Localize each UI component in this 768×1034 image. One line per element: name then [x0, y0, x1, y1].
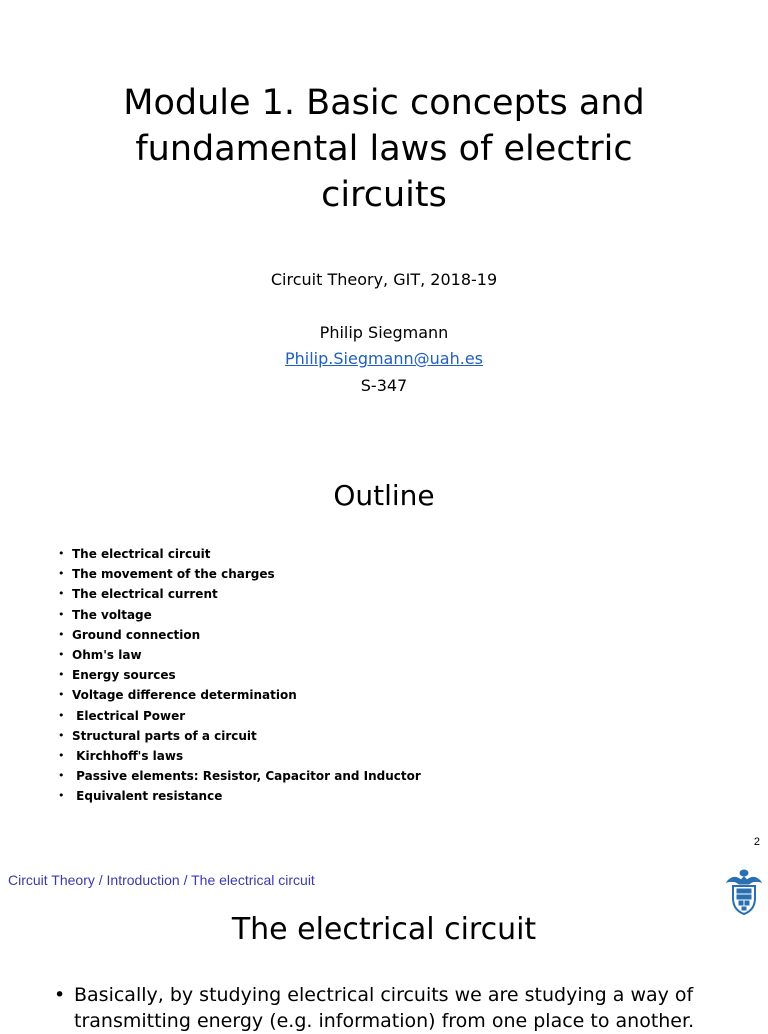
- outline-item-label: Structural parts of a circuit: [72, 728, 257, 743]
- course-info: Circuit Theory, GIT, 2018-19: [270, 270, 498, 289]
- outline-item-label: The electrical circuit: [72, 547, 211, 561]
- outline-item: [58, 706, 421, 726]
- outline-item-label: Passive elements: Resistor, Capacitor and Inductor: [72, 769, 421, 784]
- bullet-marker: •: [58, 789, 65, 803]
- outline-item-label: Energy sources: [72, 668, 176, 683]
- outline-item: [58, 786, 421, 806]
- outline-item-label: The electrical current: [72, 587, 218, 602]
- outline-item: [58, 564, 421, 584]
- outline-item-label: Kirchhoff's laws: [72, 748, 184, 763]
- module-title: [0, 80, 768, 218]
- outline-item-label: Voltage difference determination: [72, 688, 297, 703]
- author-email-link[interactable]: Philip.Siegmann@uah.es: [285, 349, 483, 368]
- outline-item-label: Electrical Power: [72, 708, 186, 723]
- outline-list: [58, 544, 421, 806]
- page-number: 2: [753, 836, 760, 848]
- module-title-line-3: circuits: [321, 175, 447, 215]
- outline-item-label: The voltage: [72, 607, 152, 622]
- outline-item: [58, 584, 421, 604]
- outline-item-label: Equivalent resistance: [72, 789, 223, 804]
- body-text-line-1: Basically, by studying electrical circuits we are studying a way of: [74, 984, 694, 1006]
- bullet-marker: •: [58, 567, 65, 581]
- office-room: S-347: [360, 376, 408, 395]
- outline-item: [58, 665, 421, 685]
- slide-title: The electrical circuit: [231, 912, 537, 947]
- outline-item-label: The movement of the charges: [72, 567, 275, 582]
- author-name: Philip Siegmann: [319, 323, 449, 342]
- breadcrumb: Circuit Theory / Introduction / The electrical circuit: [8, 872, 315, 888]
- bullet-marker: •: [58, 769, 65, 783]
- bullet-marker: •: [58, 547, 65, 560]
- bullet-marker: •: [58, 627, 65, 641]
- title-slide: [0, 0, 768, 440]
- bullet-marker: •: [58, 587, 65, 601]
- outline-item: [58, 726, 421, 746]
- electrical-circuit-slide: [0, 860, 768, 1032]
- outline-item-label: Ground connection: [72, 627, 201, 642]
- bullet-marker: •: [54, 984, 66, 1006]
- outline-title: Outline: [333, 479, 435, 512]
- module-title-line-2: fundamental laws of electric: [135, 129, 633, 169]
- outline-item: [58, 605, 421, 625]
- bullet-marker: •: [58, 748, 65, 762]
- body-bullet: [54, 982, 738, 1034]
- outline-item: [58, 625, 421, 645]
- outline-item: [58, 645, 421, 665]
- bullet-marker: •: [58, 668, 65, 682]
- bullet-marker: •: [58, 607, 65, 621]
- bullet-marker: •: [58, 688, 65, 702]
- outline-slide: [0, 440, 768, 860]
- module-title-line-1: Module 1. Basic concepts and: [123, 83, 645, 123]
- bullet-marker: •: [58, 647, 65, 661]
- outline-item: [58, 685, 421, 705]
- bullet-marker: •: [58, 708, 65, 722]
- outline-item: [58, 766, 421, 786]
- bullet-marker: •: [58, 728, 65, 742]
- body-text-line-2: transmitting energy (e.g. information) from one place to another.: [74, 1010, 695, 1032]
- outline-item: [58, 544, 421, 564]
- university-crest-icon: [723, 868, 765, 916]
- outline-item: [58, 746, 421, 766]
- outline-item-label: Ohm's law: [72, 647, 142, 662]
